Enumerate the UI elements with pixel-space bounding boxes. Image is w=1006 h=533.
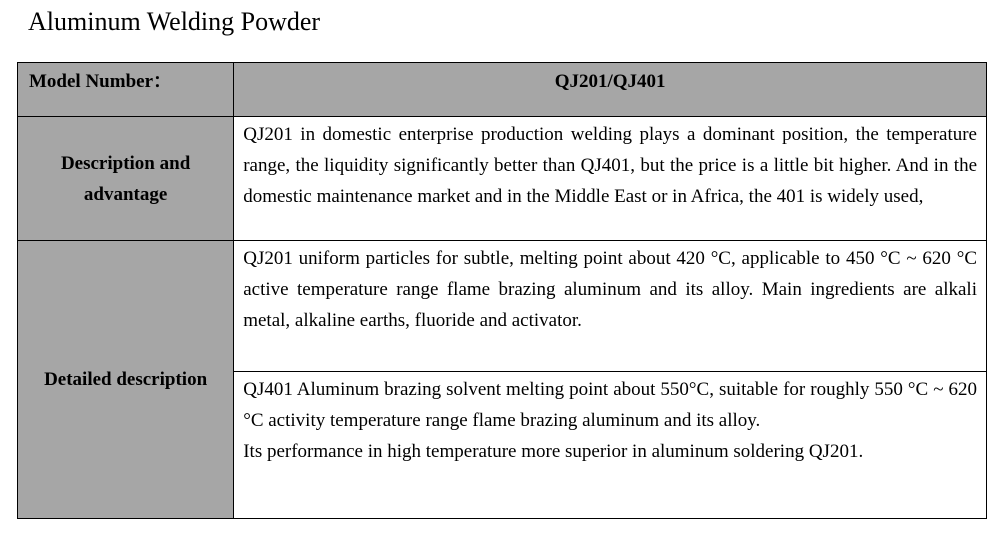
detail-text-qj201: QJ201 uniform particles for subtle, melting point about 420 °C, applicable to 450 °C ~ 620 °C active temperature range flame brazing aluminum and its alloy. Main ingredients are alkali metal, alkaline earths, fluoride and activator. [234,241,987,372]
detail-text-qj401-line1: QJ401 Aluminum brazing solvent melting point about 550°C, suitable for roughly 550 °C ~ 620 °C activity temperature range flame brazing aluminum and its alloy. [243,379,977,431]
page-title: Aluminum Welding Powder [28,7,321,36]
model-number-label: Model Number： [18,63,234,117]
description-label [18,117,234,241]
spec-table [17,62,987,519]
description-label-line2: advantage [83,183,168,205]
description-text: QJ201 in domestic enterprise production welding plays a dominant position, the temperature range, the liquidity significantly better than QJ401, but the price is a little bit higher. And in the domestic maintenance market and in the Middle East or in Africa, the 401 is widely used, [234,117,987,241]
detail-text-qj401 [234,372,987,519]
model-number-value: QJ201/QJ401 [234,63,987,117]
model-number-row [18,63,987,117]
detailed-description-label: Detailed description [18,241,234,519]
detail-text-qj401-line2: Its performance in high temperature more superior in aluminum soldering QJ201. [243,441,864,462]
description-label-line1: Description and [60,152,191,174]
detail-row-qj201 [18,241,987,372]
description-row [18,117,987,241]
